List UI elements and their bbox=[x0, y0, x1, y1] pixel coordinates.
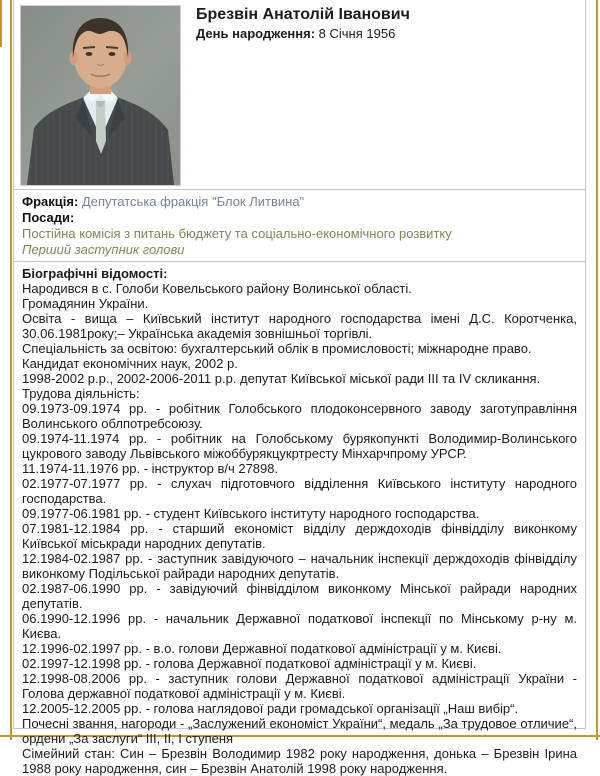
bio-line: 02.1987-06.1990 рр. - завідуючий фінвідділом виконкому Мінської райради народних депутатів. bbox=[22, 581, 577, 611]
portrait-image bbox=[21, 6, 180, 185]
bio-line: 12.2005-12.2005 рр. - голова наглядової ради громадської організації „Наш вибір“. bbox=[22, 701, 519, 716]
profile-card bbox=[13, 0, 586, 776]
role-line bbox=[22, 242, 577, 258]
bio-line: 11.1974-11.1976 рр. - інструктор в/ч 27898. bbox=[22, 461, 279, 476]
bio-line: 09.1973-09.1974 рр. - робітник Голобського плодоконсервного заводу заготуправління Волинського облпотребсоюзу. bbox=[22, 401, 577, 431]
committee-line bbox=[22, 226, 577, 242]
bio-line: Сімейний стан: Син – Брезвін Володимир 1982 року народження, донька – Брезвін Ірина 1988 року народження, син – Брезвін Анатолій 1998 року народження. bbox=[22, 746, 577, 776]
bio-line: Кандидат економічних наук, 2002 р. bbox=[22, 356, 238, 371]
role-link[interactable]: Перший заступник голови bbox=[22, 242, 185, 257]
bio-line: Громадянин України. bbox=[22, 296, 149, 311]
faction-link[interactable]: Депутатська фракція "Блок Литвина" bbox=[78, 194, 305, 209]
bio-line: Почесні звання, нагороди - „Заслужений економіст України“, медаль „За трудовое отличие“, ордени „За заслуги“ III, II, I ступеня bbox=[22, 716, 577, 746]
bio-line: 12.1998-08.2006 рр. - заступник голови Державної податкової адміністрації України - Голова державної податкової адміністрації у м. Києві. bbox=[22, 671, 577, 701]
bio-line: 06.1990-12.1996 рр. - начальник Державної податкової інспекції по Мінському р-ну м. Києва. bbox=[22, 611, 577, 641]
bio-line: 07.1981-12.1984 рр. - старший економіст відділу держдоходів фінвідділу виконкому Київської міськради народних депутатів. bbox=[22, 521, 577, 551]
committee-link[interactable]: Постійна комісія з питань бюджету та соціально-економічного розвитку bbox=[22, 226, 452, 241]
birth-date-label: День народження: bbox=[196, 26, 316, 41]
bio-line: Трудова діяльність: bbox=[22, 386, 140, 401]
birth-date-line bbox=[196, 26, 579, 42]
biography-section bbox=[14, 261, 585, 776]
biography-label: Біографічні відомості: bbox=[22, 266, 168, 281]
header-section bbox=[14, 0, 585, 189]
page-title: Брезвін Анатолій Іванович bbox=[196, 6, 410, 23]
deputy-photo bbox=[20, 5, 181, 186]
bio-line: 12.1996-02.1997 рр. - в.о. голови Державної податкової адміністрації у м. Києві. bbox=[22, 641, 502, 656]
bio-line: Народився в с. Голоби Ковельського району Волинської області. bbox=[22, 281, 412, 296]
bio-line: 09.1977-06.1981 рр. - студент Київського інституту народного господарства. bbox=[22, 506, 480, 521]
frame-right-line bbox=[596, 0, 598, 740]
bio-line: 12.1984-02.1987 рр. - заступник завідуючого – начальник інспекції держдоходів фінвідділу виконкому Подільської райради народних депутатів. bbox=[22, 551, 577, 581]
faction-section bbox=[14, 189, 585, 261]
bio-line: 02.1977-07.1977 рр. - слухач підготовчого відділення Київського інституту народного господарства. bbox=[22, 476, 577, 506]
bio-line: Спеціальність за освітою: бухгалтерський облік в промисловості; міжнародне право. bbox=[22, 341, 532, 356]
bio-line: 09.1974-11.1974 рр. - робітник на Голобському бурякопункті Володимир-Волинського цукрового заводу Львівського міжоббурякцукртресту Мінхарчпрому УРСР. bbox=[22, 431, 577, 461]
frame-left-line bbox=[10, 0, 12, 740]
positions-label: Посади: bbox=[22, 210, 75, 225]
bio-line: Освіта - вища – Київський інститут народного господарства імені Д.С. Коротченка, 30.06.1981року;– Українська академія зовнішньої торгівлі. bbox=[22, 311, 577, 341]
frame-stub-line bbox=[0, 0, 2, 47]
faction-label: Фракція: bbox=[22, 194, 79, 209]
bio-line: 1998-2002 р.р., 2002-2006-2011 р.р. депутат Київської міської ради III та IV скликання. bbox=[22, 371, 541, 386]
header-text bbox=[196, 5, 579, 42]
birth-date-value: 8 Січня 1956 bbox=[315, 26, 396, 41]
faction-line bbox=[22, 194, 577, 210]
bio-line: 02.1997-12.1998 рр. - голова Державної податкової адміністрації у м. Києві. bbox=[22, 656, 477, 671]
